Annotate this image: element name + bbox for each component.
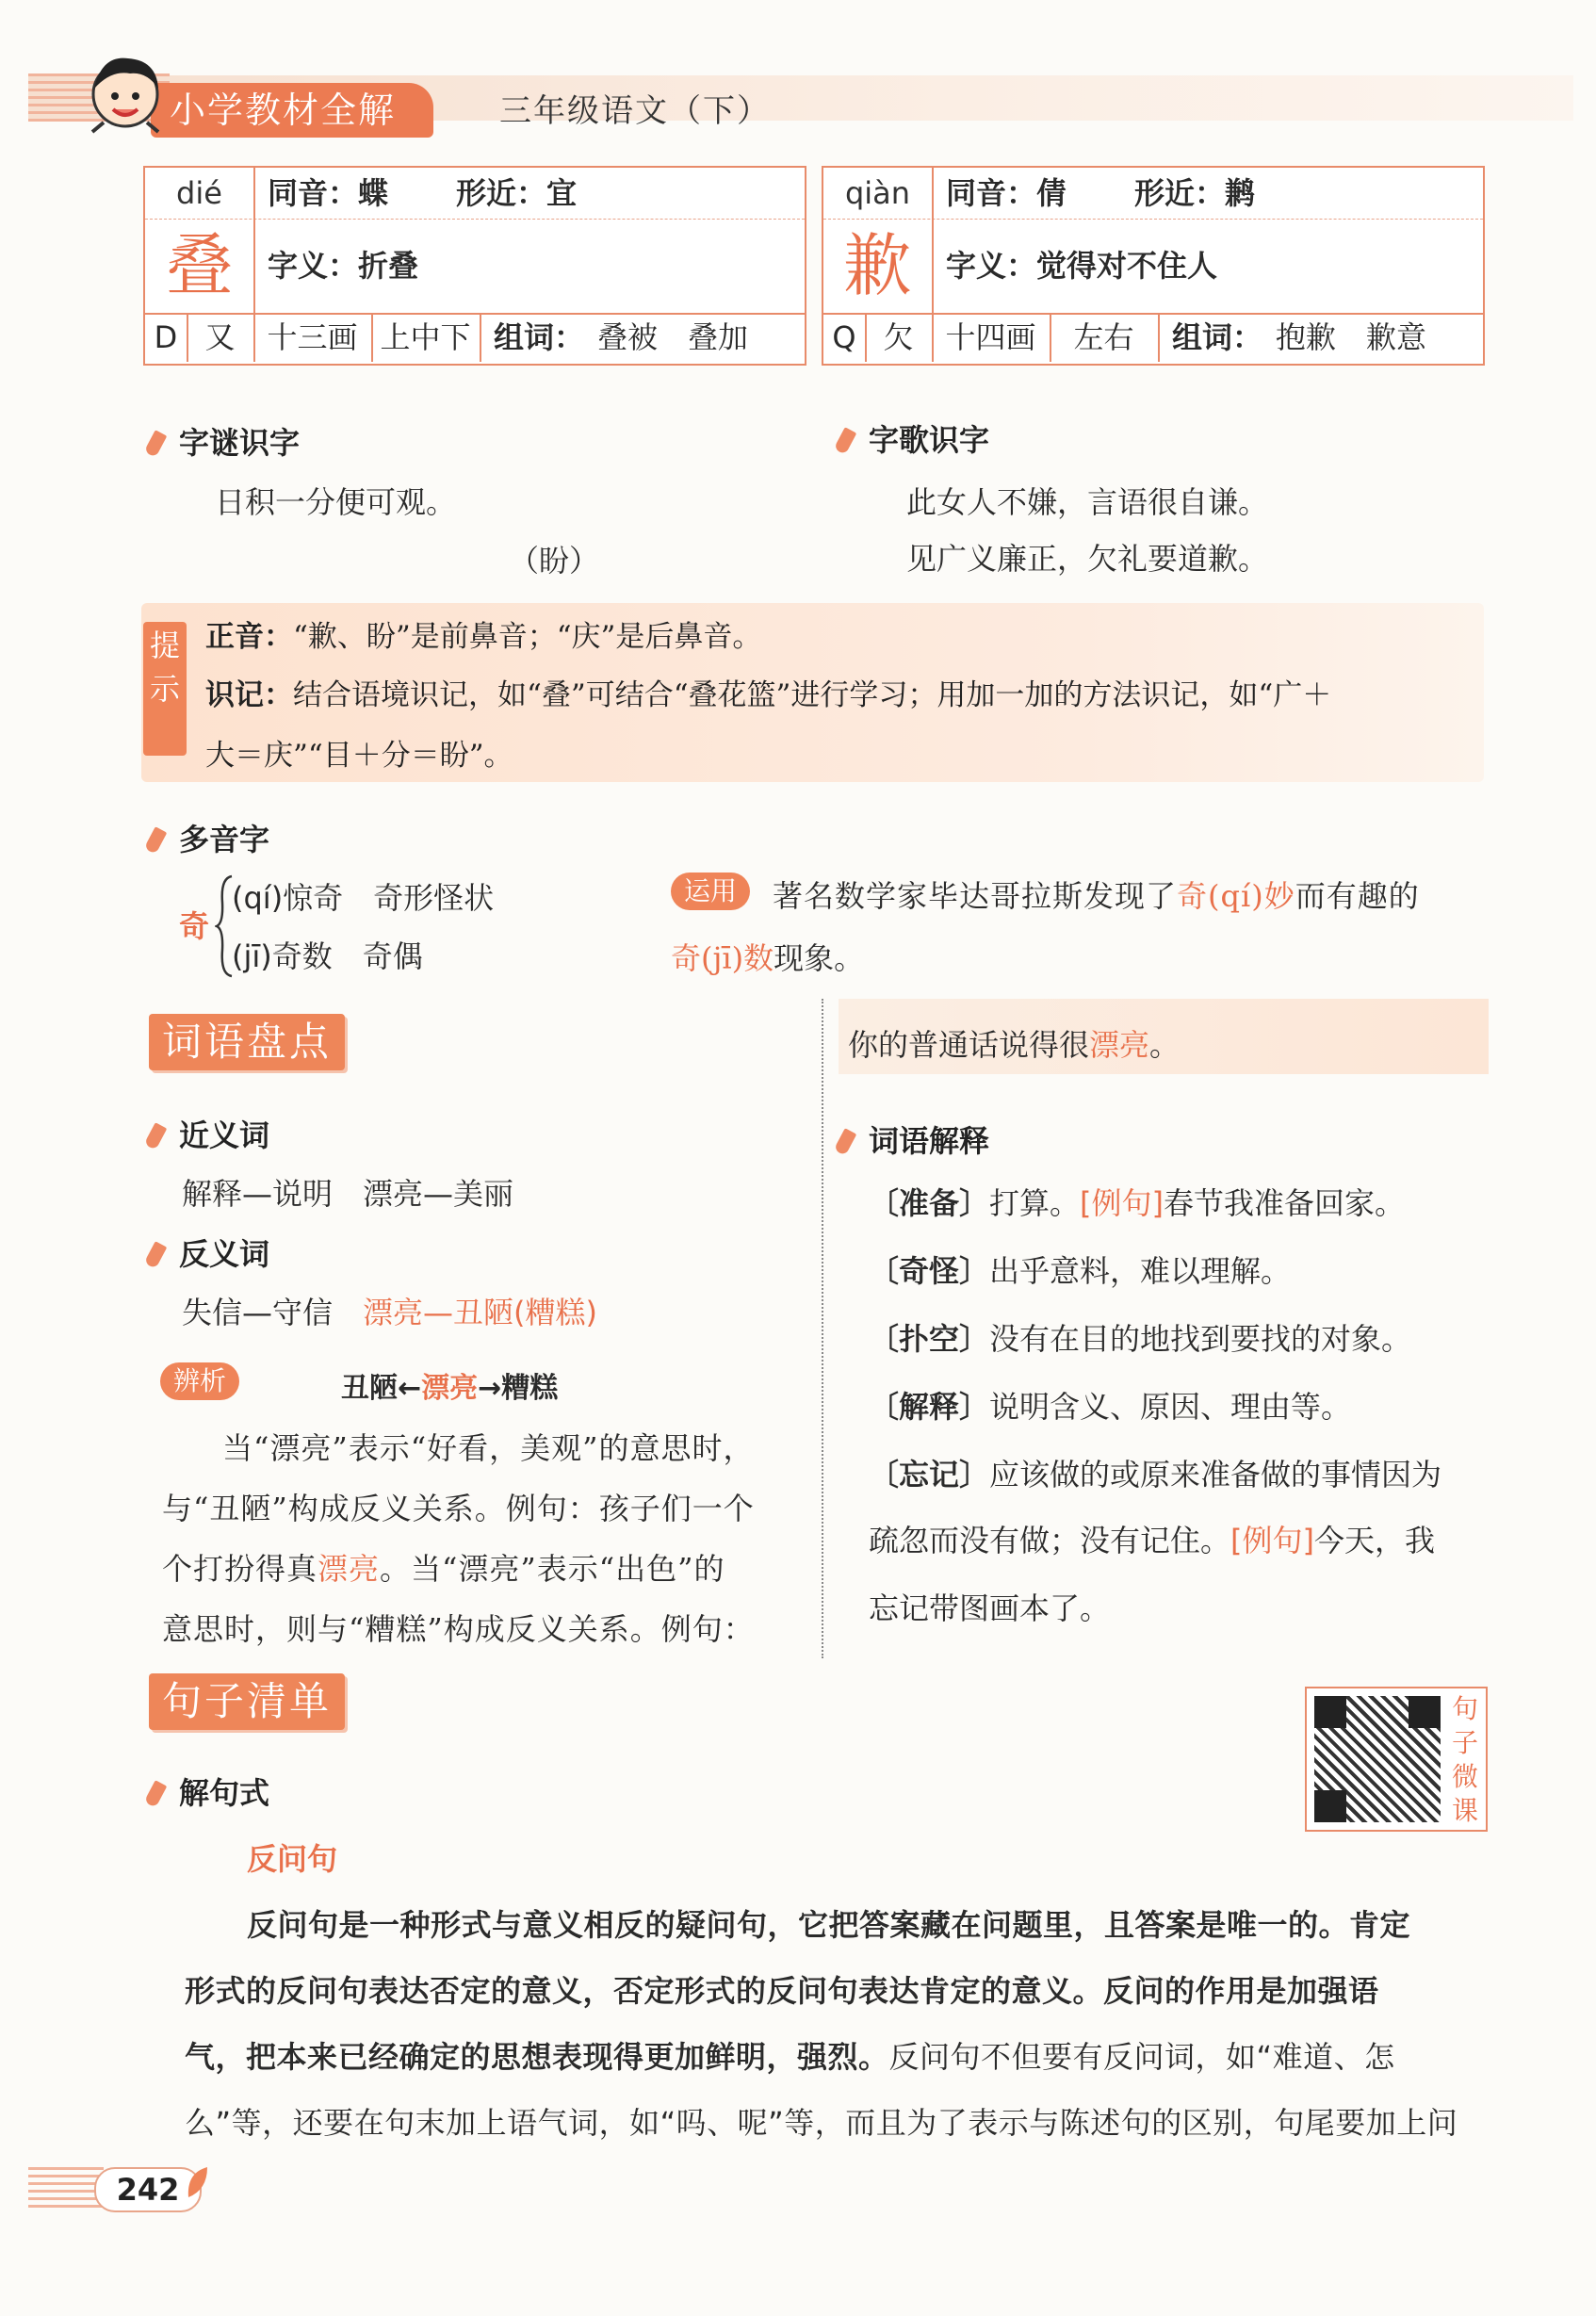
apply-label: 运用 [671,873,750,910]
char-card-qian [822,166,1485,366]
pencil-icon [834,427,857,455]
pinyin: dié [176,175,222,211]
analysis-diagram: 丑陋←漂亮→糟糕 [341,1372,559,1405]
explain-item-forget-3: 忘记带图画本了。 [869,1590,1111,1626]
big-character: 歉 [843,226,912,305]
pencil-icon [144,1780,168,1808]
structure: 左右 [1073,319,1134,355]
song-heading: 字歌识字 [839,416,989,460]
sentence-type: 反问句 [247,1841,338,1877]
riddle-text: 日积一分便可观。 [215,484,457,520]
vocab-banner: 词语盘点 [149,1014,345,1070]
sentence-para-line-4: 么”等，还要在句末加上语气词，如“吗、呢”等，而且为了表示与陈述句的区别，句尾要加上问 [185,2105,1458,2141]
book-title: 小学教材全解 [151,83,433,138]
apply-line-1: 著名数学家毕达哥拉斯发现了奇(qí)妙而有趣的 [773,878,1420,914]
index-letter: Q [832,319,856,355]
similar-char: 形近：宜 [456,175,578,211]
polyphone-char: 奇 [179,908,210,944]
sentence-para-line-2: 形式的反问句表达否定的意义，否定形式的反问句表达肯定的意义。反问的作用是加强语 [185,1973,1379,2009]
song-line-2: 见广义廉正，欠礼要道歉。 [906,541,1269,577]
meaning: 字义：折叠 [268,248,419,284]
words-label: 组词： [494,319,585,355]
explain-item: 〔准备〕打算。[例句]春节我准备回家。 [869,1185,1406,1221]
homophone: 同音：倩 [946,175,1067,211]
explain-heading: 词语解释 [839,1117,989,1161]
similar-char: 形近：鹣 [1134,175,1256,211]
sentence-para-line-1: 反问句是一种形式与意义相反的疑问句，它把答案藏在问题里，且答案是唯一的。肯定 [247,1907,1411,1943]
explain-item: 〔解释〕说明含义、原因、理由等。 [869,1389,1352,1425]
words-label: 组词： [1172,319,1263,355]
sentence-subheading: 解句式 [149,1770,269,1813]
word-list: 叠被 叠加 [597,319,749,355]
structure: 上中下 [380,319,471,355]
page-number: 242 [94,2167,202,2212]
tip-tag: 提示 [143,622,187,756]
explain-item: 〔奇怪〕出乎意料，难以理解。 [869,1253,1292,1289]
song-line-1: 此女人不嫌，言语很自谦。 [906,484,1269,520]
brace-icon [215,874,234,978]
polyphone-heading: 多音字 [149,816,269,859]
antonym-text: 失信—守信 漂亮—丑陋(糟糕) [182,1295,598,1330]
char-card-die [143,166,806,366]
pencil-icon [834,1128,857,1156]
homophone: 同音：蝶 [268,175,389,211]
stroke-count: 十三画 [267,319,358,355]
radical: 欠 [883,319,914,355]
qr-label: 句子微课 [1451,1693,1478,1826]
tip-line-3: 大＝庆”“目＋分＝盼”。 [205,739,513,773]
meaning: 字义：觉得对不住人 [946,248,1218,284]
analysis-example: 你的普通话说得很漂亮。 [848,1027,1181,1063]
column-divider [822,999,823,1658]
pencil-icon [144,826,168,855]
analysis-label: 辨析 [160,1362,239,1400]
leaf-icon [185,2163,211,2201]
analysis-line-3: 个打扮得真漂亮。当“漂亮”表示“出色”的 [162,1551,725,1587]
page-stripes [28,2167,104,2209]
explain-item: 〔扑空〕没有在目的地找到要找的对象。 [869,1321,1412,1357]
pencil-icon [144,430,168,458]
riddle-heading: 字谜识字 [149,419,300,463]
radical: 又 [204,319,236,355]
antonym-heading: 反义词 [149,1231,269,1274]
pencil-icon [144,1241,168,1269]
word-list: 抱歉 歉意 [1276,319,1427,355]
analysis-line-2: 与“丑陋”构成反义关系。例句：孩子们一个 [162,1491,755,1526]
synonym-heading: 近义词 [149,1112,269,1155]
explain-item-forget-2: 疏忽而没有做；没有记住。[例句]今天，我 [869,1523,1436,1558]
mascot-boy-icon [73,47,177,151]
explain-item-forget: 〔忘记〕应该做的或原来准备做的事情因为 [869,1457,1442,1492]
tip-line-2: 识记：结合语境识记，如“叠”可结合“叠花篮”进行学习；用加一加的方法识记，如“广＋ [205,678,1332,712]
stroke-count: 十四画 [945,319,1036,355]
big-character: 叠 [165,226,234,305]
synonym-text: 解释—说明 漂亮—美丽 [182,1176,514,1212]
sentence-banner: 句子清单 [149,1673,345,1730]
sentence-para-line-3: 气，把本来已经确定的思想表现得更加鲜明，强烈。反问句不但要有反问词，如“难道、怎 [185,2039,1395,2075]
tip-line-1: 正音：“歉、盼”是前鼻音；“庆”是后鼻音。 [205,620,762,654]
analysis-line-1: 当“漂亮”表示“好看，美观”的意思时， [222,1430,755,1466]
pencil-icon [144,1122,168,1150]
polyphone-reading-1: (qí)惊奇 奇形怪状 [232,880,495,916]
qr-code-panel[interactable] [1305,1687,1488,1832]
apply-line-2: 奇(jī)数现象。 [671,940,865,976]
analysis-line-4: 意思时，则与“糟糕”构成反义关系。例句： [162,1611,755,1647]
qr-code-icon[interactable] [1314,1696,1441,1822]
polyphone-reading-2: (jī)奇数 奇偶 [232,938,423,974]
riddle-answer: （盼） [509,543,600,579]
index-letter: D [154,319,178,355]
pinyin: qiàn [844,175,911,211]
grade-label: 三年级语文（下） [499,92,771,130]
